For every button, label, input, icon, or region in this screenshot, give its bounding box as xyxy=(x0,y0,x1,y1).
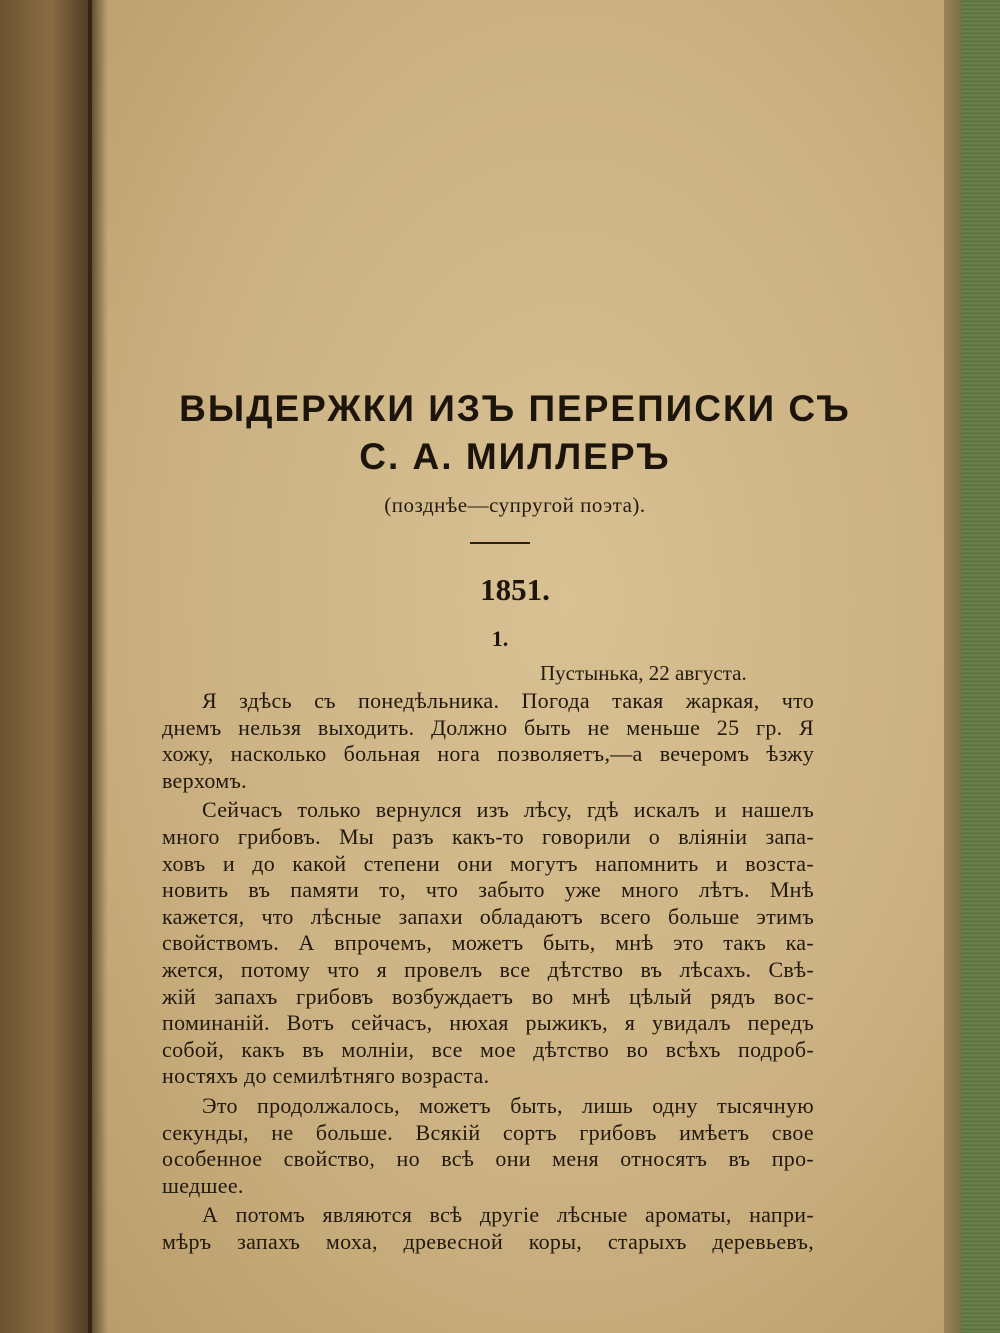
letter-body xyxy=(162,688,814,1255)
text-line: А потомъ являются всѣ другіе лѣсные ароматы, напри- xyxy=(202,1202,814,1228)
text-line: шедшее. xyxy=(162,1172,244,1198)
chapter-title-line-2: С. А. МИЛЛЕРЪ xyxy=(359,436,671,477)
text-line: Сейчасъ только вернулся изъ лѣсу, гдѣ искалъ и нашелъ xyxy=(202,797,814,823)
year-heading: 1851. xyxy=(480,572,550,607)
letter-number: 1. xyxy=(491,626,509,651)
title-divider xyxy=(470,542,530,544)
text-line: новить въ памяти то, что забыто уже много лѣтъ. Мнѣ xyxy=(162,877,814,903)
book-cover-cloth xyxy=(962,0,1000,1333)
text-line: жій запахъ грибовъ возбуждаетъ во мнѣ цѣлый рядъ вос- xyxy=(162,983,814,1009)
text-line: особенное свойство, но всѣ они меня относятъ въ про- xyxy=(162,1146,814,1172)
text-line: ностяхъ до семилѣтняго возраста. xyxy=(162,1063,490,1089)
text-line: ховъ и до какой степени они могутъ напомнить и возста- xyxy=(162,850,814,876)
letter-place-date: Пустынька, 22 августа. xyxy=(540,661,747,685)
text-line: хожу, насколько больная нога позволяетъ,—а вечеромъ ѣзжу xyxy=(162,741,814,767)
text-line: днемъ нельзя выходить. Должно быть не меньше 25 гр. Я xyxy=(162,714,814,740)
text-line: поминаній. Вотъ сейчасъ, нюхая рыжикъ, я увидалъ передъ xyxy=(162,1010,814,1036)
text-line: жется, потому что я провелъ все дѣтство въ лѣсахъ. Свѣ- xyxy=(162,956,814,982)
text-line: мѣръ запахъ моха, древесной коры, старыхъ деревьевъ, xyxy=(162,1228,814,1254)
text-line: Это продолжалось, можетъ быть, лишь одну тысячную xyxy=(202,1092,814,1118)
text-line: кажется, что лѣсные запахи обладаютъ всего больше этимъ xyxy=(162,903,814,929)
chapter-title-line-1: ВЫДЕРЖКИ ИЗЪ ПЕРЕПИСКИ СЪ xyxy=(179,388,851,429)
text-line: верхомъ. xyxy=(162,767,247,793)
text-line: много грибовъ. Мы разъ какъ-то говорили о вліяніи запа- xyxy=(162,823,814,849)
gutter-shadow xyxy=(88,0,108,1333)
text-line: секунды, не больше. Всякій сортъ грибовъ имѣетъ свое xyxy=(162,1119,814,1145)
chapter-subtitle: (позднѣе—супругой поэта). xyxy=(384,493,646,517)
text-line: собой, какъ въ молніи, все мое дѣтство во всѣхъ подроб- xyxy=(162,1036,814,1062)
text-line: свойствомъ. А впрочемъ, можетъ быть, мнѣ это такъ ка- xyxy=(162,930,814,956)
text-line: Я здѣсь съ понедѣльника. Погода такая жаркая, что xyxy=(202,688,814,713)
facing-page-edge xyxy=(0,0,92,1333)
